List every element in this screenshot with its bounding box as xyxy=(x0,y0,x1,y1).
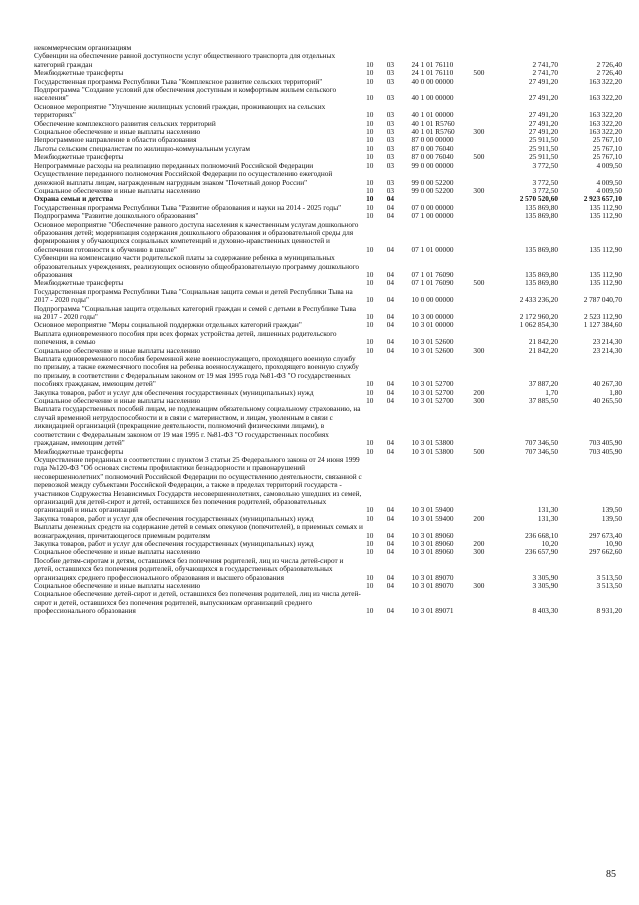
row-amount-year1: 135 869,80 xyxy=(525,244,558,254)
row-section: 10 xyxy=(366,110,374,120)
row-name: Социальное обеспечение и иные выплаты населению xyxy=(34,185,201,195)
row-target-code: 40 1 00 00000 xyxy=(411,93,454,103)
row-section: 10 xyxy=(366,320,374,330)
row-amount-year1: 25 911,50 xyxy=(529,143,558,153)
row-amount-year1: 131,30 xyxy=(537,505,558,515)
row-name: Субвенции на компенсацию части родительской платы за содержание ребенка в муниципальных образовательных учреждениях, реализующих основную общеобразовательную программу дошкольного образования xyxy=(34,253,360,279)
row-amount-year1: 3 305,90 xyxy=(532,572,558,582)
row-amount-year2: 40 267,30 xyxy=(592,379,622,389)
row-name: Выплата единовременного пособия беременной жене военнослужащего, проходящего военную службу по призыву, а также ежемесячного пособия на ребенка военнослужащего, проходящего военную службу по призыву, в соответствии с Федеральным законом от 19 мая 1995 года №81-ФЗ "О государственных пособиях гражданам, имеющим детей" xyxy=(34,354,359,389)
row-subsection: 04 xyxy=(386,269,395,279)
row-subsection: 03 xyxy=(386,152,395,162)
row-section: 10 xyxy=(366,538,374,548)
row-target-code: 24 1 01 76110 xyxy=(411,59,454,69)
row-name: Межбюджетные трансферты xyxy=(34,68,124,78)
row-amount-year1: 3 772,50 xyxy=(532,185,558,195)
row-section: 10 xyxy=(366,513,374,523)
row-section: 10 xyxy=(366,127,374,137)
row-section: 10 xyxy=(366,379,374,389)
row-expense-type xyxy=(473,557,494,582)
table-row xyxy=(34,405,622,447)
row-subsection: 04 xyxy=(386,438,395,448)
row-subsection: 04 xyxy=(386,244,395,254)
row-amount-year2: 25 767,10 xyxy=(592,143,622,153)
row-amount-year2: 4 009,50 xyxy=(596,160,622,170)
row-amount-year1: 2 741,70 xyxy=(532,59,558,69)
row-amount-year1: 27 491,20 xyxy=(528,110,558,120)
row-amount-year2: 1,80 xyxy=(609,387,622,397)
row-target-code: 10 3 01 59400 xyxy=(411,513,454,523)
row-section: 10 xyxy=(366,211,374,221)
row-subsection: 04 xyxy=(386,320,395,330)
table-row xyxy=(34,523,622,540)
row-section: 10 xyxy=(366,194,374,204)
row-amount-year1: 3 772,50 xyxy=(532,160,558,170)
row-name: Основное мероприятие "Улучшение жилищных условий граждан, проживающих на сельских территориях" xyxy=(34,101,326,120)
row-expense-type xyxy=(473,136,494,144)
table-row xyxy=(34,305,622,322)
row-amount-year1: 37 887,20 xyxy=(528,379,558,389)
row-section: 10 xyxy=(366,446,374,456)
row-amount-year1: 2 570 520,60 xyxy=(519,194,558,204)
row-amount-year2: 40 265,50 xyxy=(592,396,622,406)
row-name: Основное мероприятие "Меры социальной поддержки отдельных категорий граждан" xyxy=(34,320,302,330)
row-target-code: 87 0 00 76040 xyxy=(411,143,454,153)
row-name: Выплаты денежных средств на содержание детей в семьях опекунов (попечителей), в приемных семьях и вознаграждения, причитающегося приемным родителям xyxy=(34,522,363,540)
row-expense-type: 200 xyxy=(473,538,485,548)
table-row xyxy=(34,330,622,347)
table-row xyxy=(34,103,622,120)
row-name: Субвенции на обеспечение равной доступности услуг общественного транспорта для отдельных категорий граждан xyxy=(34,51,336,69)
row-amount-year2: 4 009,50 xyxy=(596,177,622,187)
row-amount-year2: 163 322,20 xyxy=(589,127,622,137)
row-name: Осуществление переданных в соответствии с пунктом 3 статьи 25 Федерального закона от 24 июня 1999 года №120-ФЗ "Об основах системы профилактики безнадзорности и правонарушений несовершеннолетних" полномочий Российской Федерации по осуществлению деятельности, связанной с перевозкой между субъектами Российской Федерации, а также в пределах территорий государств - участников Содружества Независимых Государств несовершеннолетних, самовольно ушедших из семей, организаций для детей-сирот и детей, оставшихся без попечения родителей, образовательных организаций и иных организаций xyxy=(34,454,362,515)
row-amount-year2: 297 662,60 xyxy=(589,547,622,557)
row-name: некоммерческим организациям xyxy=(34,43,132,52)
row-target-code: 10 3 01 53800 xyxy=(411,438,454,448)
row-name: Непрограммные расходы на реализацию переданных полномочий Российской Федерации xyxy=(34,160,314,170)
row-name: Закупка товаров, работ и услуг для обеспечения государственных (муниципальных) нужд xyxy=(34,538,314,548)
row-amount-year1: 3 305,90 xyxy=(532,581,558,590)
row-target-code xyxy=(412,44,474,52)
row-section: 10 xyxy=(366,93,374,103)
row-name: Государственная программа Республики Тыва "Развитие образования и науки на 2014 - 2025 годы" xyxy=(34,202,342,212)
row-expense-type: 500 xyxy=(473,68,485,78)
row-target-code: 40 1 01 R5760 xyxy=(411,127,455,137)
table-row xyxy=(34,86,622,103)
row-amount-year2: 10,90 xyxy=(605,538,622,548)
row-expense-type xyxy=(473,405,494,447)
table-row xyxy=(34,288,622,305)
row-subsection: 03 xyxy=(386,185,395,195)
row-section: 10 xyxy=(366,68,374,78)
row-amount-year1: 27 491,20 xyxy=(528,127,558,137)
row-expense-type: 300 xyxy=(473,396,485,406)
row-name: Льготы сельским специалистам по жилищно-коммунальным услугам xyxy=(34,143,250,153)
row-subsection: 03 xyxy=(386,68,395,78)
row-section: 10 xyxy=(366,572,374,582)
row-amount-year2: 3 513,50 xyxy=(596,572,622,582)
row-amount-year1: 707 346,50 xyxy=(525,438,558,448)
row-section: 10 xyxy=(366,59,374,69)
row-amount-year1: 2 172 960,20 xyxy=(519,312,558,321)
row-subsection: 04 xyxy=(386,446,395,456)
row-expense-type xyxy=(473,288,494,305)
row-target-code: 10 3 01 52600 xyxy=(411,345,454,355)
row-amount-year2: 135 112,90 xyxy=(589,244,622,254)
row-name: Государственная программа Республики Тыва "Комплексное развитие сельских территорий" xyxy=(34,76,323,86)
table-row xyxy=(34,456,622,515)
row-name: Социальное обеспечение и иные выплаты населению xyxy=(34,127,201,137)
row-section: 10 xyxy=(366,143,374,153)
row-amount-year1: 135 869,80 xyxy=(525,278,558,288)
row-subsection: 04 xyxy=(386,202,395,212)
row-section: 10 xyxy=(366,202,374,212)
row-expense-type: 200 xyxy=(473,387,485,397)
row-section: 10 xyxy=(366,152,374,162)
row-section: 10 xyxy=(366,185,374,195)
table-row xyxy=(34,355,622,389)
row-amount-year2: 703 405,90 xyxy=(589,438,622,448)
row-section: 10 xyxy=(366,505,374,515)
row-expense-type xyxy=(473,456,494,515)
row-name: Выплата единовременного пособия при всех формах устройства детей, лишенных родительского попечения, в семью xyxy=(34,328,337,347)
row-target-code: 10 3 01 52700 xyxy=(411,379,454,389)
row-section: 10 xyxy=(366,387,374,397)
row-section: 10 xyxy=(366,76,374,86)
row-expense-type xyxy=(473,170,494,187)
row-expense-type xyxy=(473,321,494,329)
row-subsection: 04 xyxy=(386,538,395,548)
row-name: Основное мероприятие "Обеспечение равного доступа населения к качественным услугам дошкольного образования детей; модернизация содержания дошкольного образования и образовательной среды для формирования у обучающихся социальных компетенций и духовно-нравственных ценностей и обеспечения готовности к обучению в школе" xyxy=(34,219,359,254)
row-name: Закупка товаров, работ и услуг для обеспечения государственных (муниципальных) нужд xyxy=(34,387,314,397)
row-target-code: 10 3 01 89060 xyxy=(411,547,454,557)
row-name: Пособие детям-сиротам и детям, оставшимся без попечения родителей, лиц из числа детей-сирот и детей, оставшихся без попечения родителей, обучающихся в государственных образовательных организациях среднего профессионального образования и высшего образования xyxy=(34,555,344,582)
row-amount-year2: 8 931,20 xyxy=(596,606,622,616)
row-section: 10 xyxy=(366,278,374,288)
row-subsection: 03 xyxy=(386,135,395,145)
row-target-code: 24 1 01 76110 xyxy=(411,68,454,78)
row-amount-year2: 139,50 xyxy=(601,513,622,523)
row-amount-year2: 135 112,90 xyxy=(589,269,622,279)
row-expense-type: 300 xyxy=(473,185,485,195)
row-target-code: 40 1 01 R5760 xyxy=(411,118,455,128)
row-amount-year2: 163 322,20 xyxy=(589,118,622,128)
row-amount-year1: 135 869,80 xyxy=(525,211,558,221)
row-name: Социальное обеспечение и иные выплаты населению xyxy=(34,345,201,355)
row-target-code: 10 3 01 59400 xyxy=(411,505,454,515)
row-expense-type xyxy=(473,305,494,322)
row-name: Социальное обеспечение детей-сирот и детей, оставшихся без попечения родителей, лиц из числа детей-сирот и детей, оставшихся без попечения родителей, выпускникам организаций среднего профессионального образования xyxy=(34,589,361,616)
row-name: Подпрограмма "Социальная защита отдельных категорий граждан и семей с детьми в Республике Тыва на 2017 - 2020 годы" xyxy=(34,303,356,321)
row-target-code: 10 3 01 89060 xyxy=(411,538,454,548)
row-subsection: 04 xyxy=(386,606,395,616)
row-expense-type xyxy=(473,162,494,170)
row-section xyxy=(366,44,387,52)
table-row xyxy=(34,557,622,582)
row-amount-year2: 23 214,30 xyxy=(592,337,622,347)
table-row xyxy=(34,590,622,615)
row-amount-year2: 135 112,90 xyxy=(589,202,622,212)
row-section: 10 xyxy=(366,160,374,170)
row-section: 10 xyxy=(366,547,374,557)
row-amount-year1: 131,30 xyxy=(537,513,558,523)
row-amount-year1: 21 842,20 xyxy=(528,345,558,355)
row-target-code: 10 0 00 00000 xyxy=(411,295,454,305)
row-section: 10 xyxy=(366,337,374,347)
row-expense-type xyxy=(473,330,494,347)
row-expense-type xyxy=(473,221,494,255)
row-amount-year1: 135 869,80 xyxy=(525,269,558,279)
row-section: 10 xyxy=(366,135,374,145)
row-name: Социальное обеспечение и иные выплаты населению xyxy=(34,396,201,406)
row-expense-type xyxy=(473,590,494,615)
table-row xyxy=(34,221,622,255)
row-subsection: 03 xyxy=(386,76,395,86)
row-name: Закупка товаров, работ и услуг для обеспечения государственных (муниципальных) нужд xyxy=(34,513,314,523)
row-subsection: 03 xyxy=(386,160,395,170)
row-name: Социальное обеспечение и иные выплаты населению xyxy=(34,581,201,590)
row-target-code: 10 3 01 89070 xyxy=(411,581,454,590)
row-subsection: 04 xyxy=(386,278,395,288)
row-amount-year2: 1 127 384,60 xyxy=(583,320,622,330)
row-section: 10 xyxy=(366,581,374,590)
row-subsection: 04 xyxy=(386,211,395,221)
row-expense-type xyxy=(473,44,494,52)
row-amount-year2: 23 214,30 xyxy=(592,345,622,355)
row-expense-type: 300 xyxy=(473,127,485,137)
row-amount-year1 xyxy=(494,44,558,52)
row-subsection: 04 xyxy=(386,505,395,515)
row-subsection: 04 xyxy=(386,396,395,406)
row-expense-type xyxy=(473,254,494,279)
row-target-code: 07 1 00 00000 xyxy=(411,211,454,221)
row-subsection: 04 xyxy=(386,513,395,523)
row-amount-year2: 297 673,40 xyxy=(589,530,622,540)
row-expense-type xyxy=(473,212,494,220)
row-subsection: 04 xyxy=(386,572,395,582)
row-subsection: 03 xyxy=(386,177,395,187)
row-amount-year2: 25 767,10 xyxy=(592,135,622,145)
row-amount-year1: 25 911,50 xyxy=(529,152,558,162)
row-name: Осуществление переданного полномочия Российской Федерации по осуществлению ежегодной денежной выплаты лицам, награжденным нагрудным знаком "Почетный донор России" xyxy=(34,169,333,187)
row-subsection: 03 xyxy=(386,59,395,69)
row-name: Обеспечение комплексного развития сельских территорий xyxy=(34,118,216,128)
row-expense-type: 300 xyxy=(473,345,485,355)
row-amount-year2: 2 726,40 xyxy=(596,59,622,69)
row-amount-year1: 21 842,20 xyxy=(528,337,558,347)
row-expense-type xyxy=(473,204,494,212)
row-section: 10 xyxy=(366,118,374,128)
row-section: 10 xyxy=(366,396,374,406)
row-target-code: 10 3 01 53800 xyxy=(411,446,454,456)
row-target-code: 07 0 00 00000 xyxy=(411,202,454,212)
row-expense-type: 500 xyxy=(473,152,485,162)
row-amount-year1: 2 741,70 xyxy=(532,68,558,78)
row-expense-type: 500 xyxy=(473,278,485,288)
row-amount-year1: 135 869,80 xyxy=(525,202,558,212)
row-target-code: 10 3 01 52700 xyxy=(411,396,454,406)
row-amount-year1: 25 911,50 xyxy=(529,135,558,145)
row-amount-year1: 27 491,20 xyxy=(528,76,558,86)
row-amount-year2: 2 523 112,90 xyxy=(583,312,622,321)
row-expense-type: 500 xyxy=(473,446,485,456)
row-subsection: 04 xyxy=(386,337,395,347)
row-subsection: 03 xyxy=(386,110,395,120)
row-section: 10 xyxy=(366,606,374,616)
row-target-code: 87 0 00 76040 xyxy=(411,152,454,162)
row-name: Социальное обеспечение и иные выплаты населению xyxy=(34,547,201,557)
row-target-code: 87 0 00 00000 xyxy=(411,135,454,145)
row-target-code: 10 3 01 89071 xyxy=(411,606,454,616)
row-subsection: 04 xyxy=(386,345,395,355)
row-amount-year1: 236 668,10 xyxy=(525,530,558,540)
row-name: Выплата государственных пособий лицам, не подлежащим обязательному социальному страхованию, на случай временной нетрудоспособности и в связи с материнством, и лицам, уволенным в связи с ликвидацией организаций (прекращение деятельности, полномочий физическими лицами), в соответствии с Федеральным законом от 19 мая 1995 г. №81-ФЗ "О государственных пособиях гражданам, имеющим детей" xyxy=(34,404,361,448)
row-target-code: 99 0 00 52200 xyxy=(411,185,454,195)
row-amount-year2: 25 767,10 xyxy=(592,152,622,162)
table-row xyxy=(34,52,622,69)
row-amount-year2: 703 405,90 xyxy=(589,446,622,456)
row-expense-type: 300 xyxy=(473,581,485,590)
row-expense-type xyxy=(473,52,494,69)
row-section: 10 xyxy=(366,345,374,355)
row-subsection: 04 xyxy=(386,312,395,321)
row-section: 10 xyxy=(366,312,374,321)
page-number: 85 xyxy=(606,869,616,880)
row-section: 10 xyxy=(366,295,374,305)
row-expense-type: 300 xyxy=(473,547,485,557)
row-amount-year2: 163 322,20 xyxy=(589,93,622,103)
row-subsection: 03 xyxy=(386,93,395,103)
row-subsection: 03 xyxy=(386,118,395,128)
row-name: Подпрограмма "Развитие дошкольного образования" xyxy=(34,211,199,221)
row-amount-year2: 2 787 040,70 xyxy=(583,295,622,305)
row-amount-year2: 3 513,50 xyxy=(596,581,622,590)
row-section: 10 xyxy=(366,269,374,279)
budget-table xyxy=(34,44,622,616)
row-subsection: 04 xyxy=(386,295,395,305)
row-name: Подпрограмма "Создание условий для обеспечения доступным и комфортным жильем сельского населения" xyxy=(34,85,337,103)
row-target-code: 10 3 01 89060 xyxy=(411,530,454,540)
row-subsection: 04 xyxy=(386,387,395,397)
row-expense-type xyxy=(473,523,494,540)
row-amount-year1: 236 657,90 xyxy=(525,547,558,557)
row-amount-year2: 135 112,90 xyxy=(589,211,622,221)
row-name: Охрана семьи и детства xyxy=(34,194,114,204)
row-section: 10 xyxy=(366,530,374,540)
row-target-code: 10 3 01 52700 xyxy=(411,387,454,397)
row-amount-year2: 4 009,50 xyxy=(596,185,622,195)
row-amount-year1: 37 885,50 xyxy=(528,396,558,406)
row-target-code: 07 1 01 76090 xyxy=(411,278,454,288)
row-subsection: 03 xyxy=(386,127,395,137)
row-amount-year1: 27 491,20 xyxy=(528,93,558,103)
row-target-code: 40 0 00 00000 xyxy=(411,76,454,86)
row-section: 10 xyxy=(366,244,374,254)
row-target-code: 07 1 01 00000 xyxy=(411,244,454,254)
row-amount-year2: 2 726,40 xyxy=(596,68,622,78)
row-amount-year2: 135 112,90 xyxy=(589,278,622,288)
row-amount-year1: 10,20 xyxy=(541,538,558,548)
row-subsection: 04 xyxy=(386,530,395,540)
row-expense-type xyxy=(473,86,494,103)
row-name: Государственная программа Республики Тыва "Социальная защита семьи и детей Республики Тыва на 2017 - 2020 годы" xyxy=(34,286,353,305)
row-section: 10 xyxy=(366,177,374,187)
row-target-code: 10 3 01 00000 xyxy=(411,320,454,330)
row-amount-year1: 8 403,30 xyxy=(532,606,558,616)
row-subsection: 04 xyxy=(386,379,395,389)
table-row xyxy=(34,170,622,187)
row-subsection: 04 xyxy=(386,547,395,557)
row-name: Межбюджетные трансферты xyxy=(34,152,124,162)
row-amount-year1: 27 491,20 xyxy=(528,118,558,128)
row-amount-year2: 139,50 xyxy=(601,505,622,515)
row-amount-year1: 2 433 236,20 xyxy=(519,295,558,305)
budget-table-body xyxy=(34,44,622,616)
row-target-code: 10 3 01 52600 xyxy=(411,337,454,347)
row-expense-type: 200 xyxy=(473,513,485,523)
row-target-code: 10 3 01 89070 xyxy=(411,572,454,582)
row-target-code: 07 1 01 76090 xyxy=(411,269,454,279)
row-target-code: 10 3 00 00000 xyxy=(411,312,454,321)
row-name: Непрограммное направление в области образования xyxy=(34,135,197,145)
row-expense-type xyxy=(473,78,494,86)
row-name: Межбюджетные трансферты xyxy=(34,278,124,288)
row-subsection: 04 xyxy=(386,194,395,204)
row-expense-type xyxy=(473,103,494,120)
row-amount-year1: 1 062 854,30 xyxy=(519,320,558,330)
row-amount-year2: 2 923 657,10 xyxy=(583,194,622,204)
row-amount-year1: 1,70 xyxy=(545,387,558,397)
row-amount-year2: 163 322,20 xyxy=(589,76,622,86)
row-amount-year2: 163 322,20 xyxy=(589,110,622,120)
row-expense-type xyxy=(473,355,494,389)
row-amount-year2 xyxy=(558,44,622,52)
row-amount-year1: 3 772,50 xyxy=(532,177,558,187)
row-expense-type xyxy=(473,195,494,203)
row-subsection: 04 xyxy=(386,581,395,590)
row-name: Межбюджетные трансферты xyxy=(34,446,124,456)
row-target-code: 40 1 01 00000 xyxy=(411,110,454,120)
table-row xyxy=(34,254,622,279)
row-section: 10 xyxy=(366,438,374,448)
row-target-code: 99 0 00 00000 xyxy=(411,160,454,170)
row-subsection: 03 xyxy=(386,143,395,153)
row-target-code: 99 0 00 52200 xyxy=(411,177,454,187)
row-subsection xyxy=(387,44,412,52)
row-amount-year1: 707 346,50 xyxy=(525,446,558,456)
